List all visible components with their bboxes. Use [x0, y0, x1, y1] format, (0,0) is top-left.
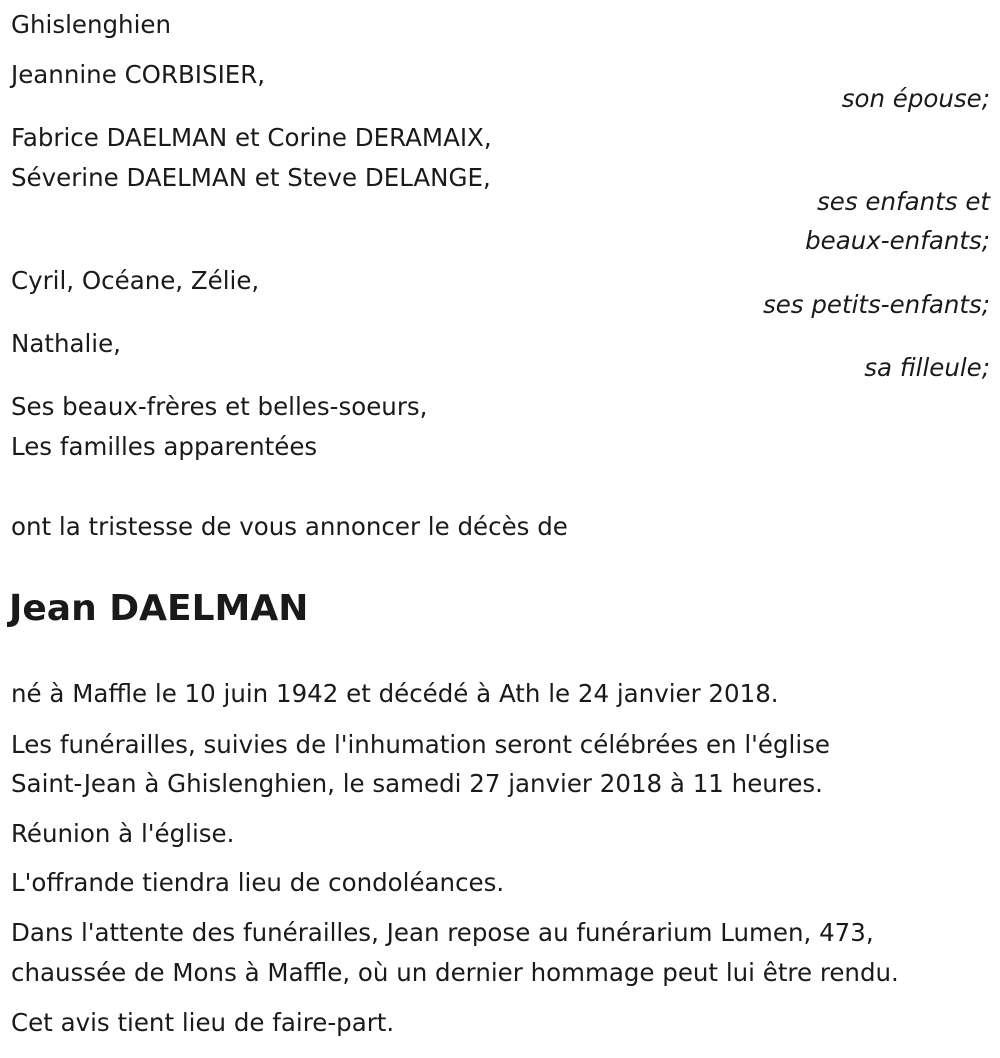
relation-children-2: beaux-enfants;: [805, 226, 990, 255]
detail-notice: Cet avis tient lieu de faire-part.: [11, 1008, 395, 1037]
announcement-text: ont la tristesse de vous annoncer le décès de: [11, 512, 568, 541]
detail-meeting: Réunion à l'église.: [11, 819, 235, 848]
place-name: Ghislenghien: [11, 10, 171, 39]
family-member-goddaughter: Nathalie,: [11, 329, 121, 358]
detail-funerarium-2: chaussée de Mons à Maffle, où un dernier hommage peut lui être rendu.: [11, 958, 899, 987]
family-member-child-2: Séverine DAELMAN et Steve DELANGE,: [11, 163, 491, 192]
detail-funeral-1: Les funérailles, suivies de l'inhumation seront célébrées en l'église: [11, 730, 830, 759]
relation-goddaughter: sa filleule;: [864, 353, 990, 382]
detail-birth-death: né à Maffle le 10 juin 1942 et décédé à Ath le 24 janvier 2018.: [11, 679, 779, 708]
detail-offering: L'offrande tiendra lieu de condoléances.: [11, 868, 505, 897]
detail-funeral-2: Saint-Jean à Ghislenghien, le samedi 27 janvier 2018 à 11 heures.: [11, 769, 823, 798]
relation-grandchildren: ses petits-enfants;: [762, 290, 990, 319]
detail-funerarium-1: Dans l'attente des funérailles, Jean repose au funérarium Lumen, 473,: [11, 918, 874, 947]
family-member-spouse: Jeannine CORBISIER,: [11, 60, 266, 89]
family-member-child-1: Fabrice DAELMAN et Corine DERAMAIX,: [11, 123, 492, 152]
relation-children-1: ses enfants et: [817, 187, 990, 216]
family-member-in-laws: Ses beaux-frères et belles-soeurs,: [11, 392, 428, 421]
family-member-grandchildren: Cyril, Océane, Zélie,: [11, 266, 260, 295]
relation-spouse: son épouse;: [841, 84, 990, 113]
deceased-name: Jean DAELMAN: [9, 588, 309, 629]
family-member-relatives: Les familles apparentées: [11, 432, 318, 461]
